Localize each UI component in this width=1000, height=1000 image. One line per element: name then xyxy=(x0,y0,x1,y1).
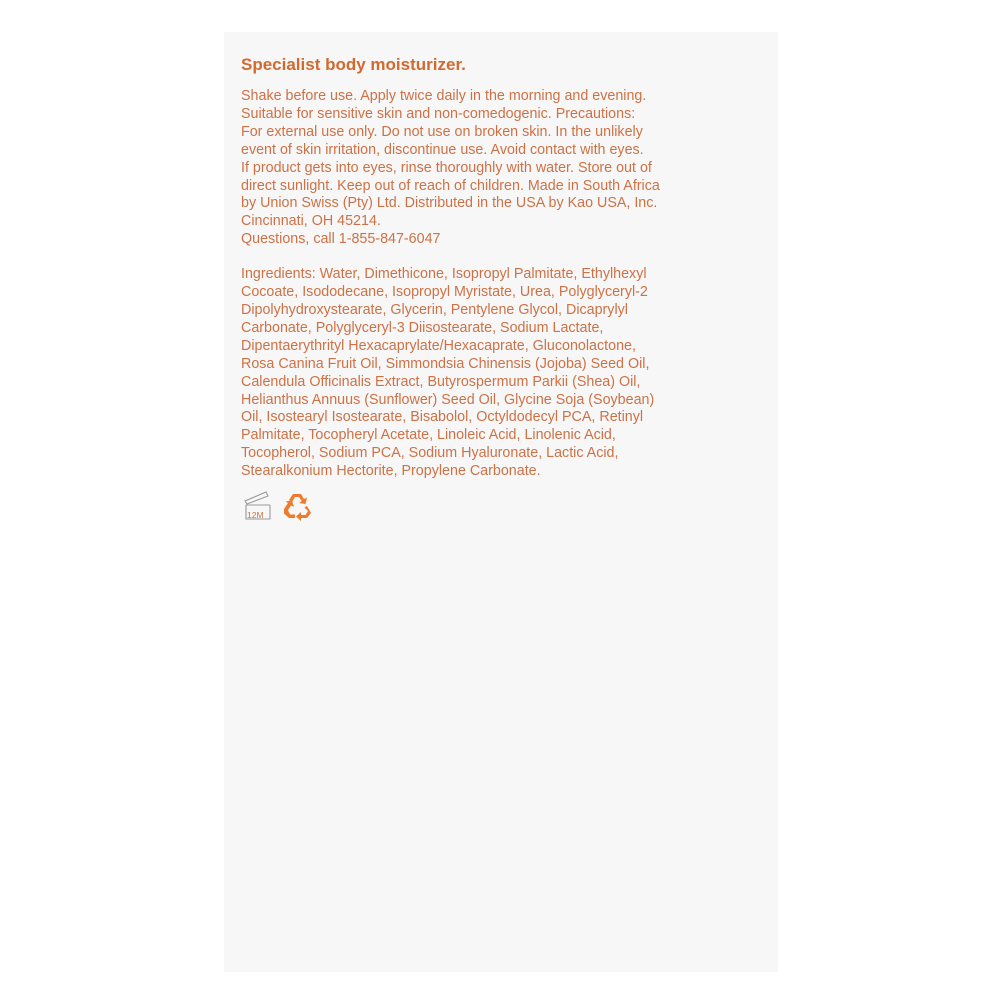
label-text xyxy=(241,54,761,481)
directions-line: Shake before use. Apply twice daily in the morning and evening. xyxy=(241,88,647,104)
ingredients-line: Cocoate, Isododecane, Isopropyl Myristate, Urea, Polyglyceryl-2 xyxy=(241,284,648,301)
ingredients-line: Dipolyhydroxystearate, Glycerin, Pentylene Glycol, Dicaprylyl xyxy=(241,301,628,318)
ingredients-line: Calendula Officinalis Extract, Butyrospermum Parkii (Shea) Oil, xyxy=(241,373,641,390)
directions-line: direct sunlight. Keep out of reach of children. Made in South Africa xyxy=(241,177,660,194)
directions-line: by Union Swiss (Pty) Ltd. Distributed in the USA by Kao USA, Inc. xyxy=(241,195,658,212)
directions-precautions-text xyxy=(241,88,761,249)
ingredients-line: Tocopherol, Sodium PCA, Sodium Hyaluronate, Lactic Acid, xyxy=(241,445,619,462)
pao-label: 12M xyxy=(247,510,264,520)
ingredients-line: Palmitate, Tocopheryl Acetate, Linoleic Acid, Linolenic Acid, xyxy=(241,427,616,444)
recycle-icon xyxy=(281,490,313,522)
ingredients-line: Stearalkonium Hectorite, Propylene Carbonate. xyxy=(241,463,541,480)
directions-line: For external use only. Do not use on broken skin. In the unlikely xyxy=(241,123,643,140)
label-symbols xyxy=(242,489,322,523)
ingredients-line: Dipentaerythrityl Hexacaprylate/Hexacaprate, Gluconolactone, xyxy=(241,337,636,354)
product-heading: Specialist body moisturizer. xyxy=(241,55,466,74)
ingredients-line: Carbonate, Polyglyceryl-3 Diisostearate, Sodium Lactate, xyxy=(241,319,604,336)
directions-line: event of skin irritation, discontinue use. Avoid contact with eyes. xyxy=(241,141,644,158)
directions-line: If product gets into eyes, rinse thoroughly with water. Store out of xyxy=(241,159,652,176)
ingredients-line: Rosa Canina Fruit Oil, Simmondsia Chinensis (Jojoba) Seed Oil, xyxy=(241,355,650,372)
questions-phone-line: Questions, call 1-855-847-6047 xyxy=(241,231,441,248)
directions-line: Suitable for sensitive skin and non-comedogenic. Precautions: xyxy=(241,105,636,122)
ingredients-line: Helianthus Annuus (Sunflower) Seed Oil, Glycine Soja (Soybean) xyxy=(241,391,655,408)
period-after-opening-icon xyxy=(242,489,274,521)
ingredients-line: Ingredients: Water, Dimethicone, Isopropyl Palmitate, Ethylhexyl xyxy=(241,266,647,283)
ingredients-line: Oil, Isostearyl Isostearate, Bisabolol, Octyldodecyl PCA, Retinyl xyxy=(241,409,644,426)
directions-line: Cincinnati, OH 45214. xyxy=(241,213,381,230)
ingredients-text xyxy=(241,266,761,481)
